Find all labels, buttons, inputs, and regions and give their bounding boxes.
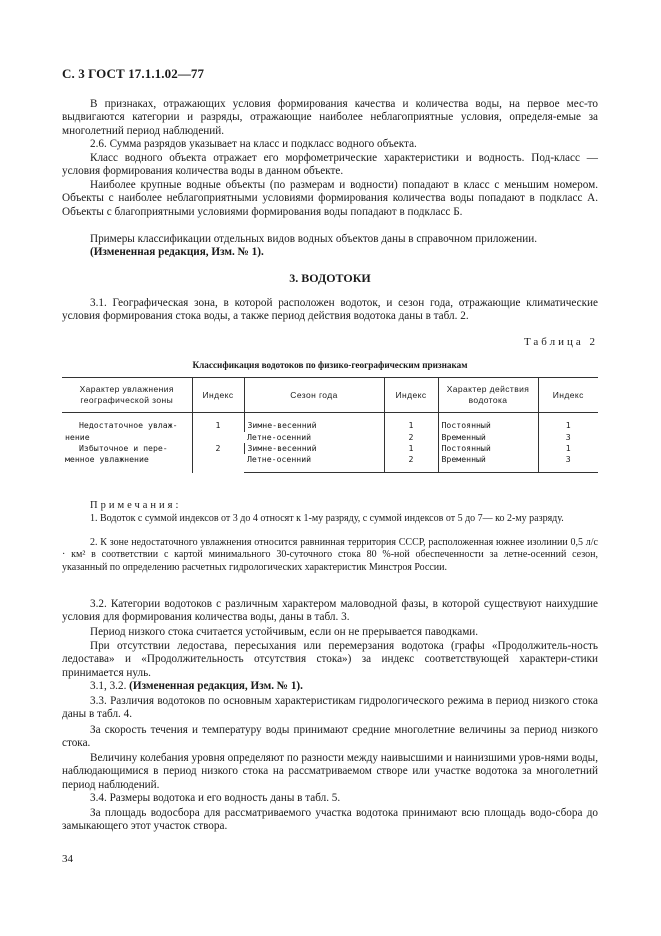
cell-action-index: 1 bbox=[538, 413, 598, 432]
cell-action: Постоянный bbox=[438, 413, 538, 432]
header-zone-index: Индекс bbox=[192, 378, 244, 413]
note-1: 1. Водоток с суммой индексов от 3 до 4 относят к 1-му разряду, с суммой индексов от 5 до 7— ко 2-му разряду. bbox=[90, 513, 564, 524]
cell-action-index: 1 bbox=[538, 443, 598, 454]
paragraph-level-fluctuation: Величину колебания уровня определяют по разности между наивысшими и наинизшими уров-нями воды, наблюдающимися в период низкого стока на рассматриваемом створе или участке водотока за многолетний период наблюдений. bbox=[62, 752, 598, 791]
section-title-watercourses: 3. ВОДОТОКИ bbox=[289, 271, 371, 285]
paragraph-class-definition: Класс водного объекта отражает его морфометрические характеристики и водность. Под-класс — условия формирования количества воды в данном объекте. bbox=[62, 152, 598, 178]
paragraph-3-4: 3.4. Размеры водотока и его водность даны в табл. 5. bbox=[90, 792, 341, 804]
paragraph-3-2: 3.2. Категории водотоков с различным характером маловодной фазы, в которой существуют наихудшие условия для формирования количества воды, даны в табл. 3. bbox=[62, 598, 598, 624]
cell-zone: Избыточное и пере-менное увлажнение bbox=[65, 442, 168, 465]
amendment-note-1: (Измененная редакция, Изм. № 1). bbox=[90, 246, 264, 258]
amendment-ref: 3.1, 3.2. bbox=[90, 680, 127, 692]
cell-season: Летне-осенний bbox=[244, 454, 384, 473]
paragraph-3-3: 3.3. Различия водотоков по основным характеристикам гидрологического режима в период низкого стока даны в табл. 4. bbox=[62, 695, 598, 721]
paragraph-low-flow-period: Период низкого стока считается устойчивым, если он не прерывается паводками. bbox=[90, 626, 479, 638]
paragraph-ice-absence: При отсутствии ледостава, пересыхания или перемерзания водотока (графы «Продолжитель-ность ледостава» и «Продолжительность отсутствия стока») за индекс соответствующей характери-стики принимается нуль. bbox=[62, 640, 598, 679]
paragraph-examples: Примеры классификации отдельных видов водных объектов даны в справочном приложении. bbox=[90, 233, 538, 245]
paragraph-2-6: 2.6. Сумма разрядов указывает на класс и подкласс водного объекта. bbox=[90, 138, 417, 150]
cell-action: Временный bbox=[438, 432, 538, 443]
cell-zone: Недостаточное увлаж-нение bbox=[65, 420, 178, 442]
page-number: 34 bbox=[62, 853, 73, 865]
cell-season: Летне-осенний bbox=[247, 431, 312, 442]
cell-zone-index: 2 bbox=[192, 443, 244, 473]
amendment-text: (Измененная редакция, Изм. № 1). bbox=[129, 680, 303, 692]
paragraph-largest-objects: Наиболее крупные водные объекты (по размерам и водности) попадают в класс с меньшим номером. Объекты с наиболее неблагоприятными условиями формирования количества воды попадают в подкласс А. Объекты с благоприятными условиями формирования воды попадают в подкласс Б. bbox=[62, 179, 598, 218]
cell-season: Зимне-весенний bbox=[244, 443, 384, 454]
cell-season: Зимне-весенний bbox=[244, 413, 384, 432]
cell-season-index: 1 bbox=[384, 443, 438, 454]
notes-heading: Примечания: bbox=[90, 500, 182, 511]
paragraph-flow-speed: За скорость течения и температуру воды принимают средние многолетние величины за период низкого стока. bbox=[62, 724, 598, 750]
table-row bbox=[62, 413, 598, 432]
header-season: Сезон года bbox=[244, 378, 384, 413]
note-2: 2. К зоне недостаточного увлажнения относится равнинная территория СССР, расположенная южнее изолинии 0,5 л/с · км² в соответствии с картой минимального 30-суточного стока 80 %-ной обеспеченности за летне-осенний сезон, указанный по определению расчетных гидрологических характеристик Минстроя России. bbox=[62, 537, 598, 573]
header-action-index: Индекс bbox=[538, 378, 598, 413]
cell-zone-index: 1 bbox=[192, 413, 244, 443]
page-header: С. 3 ГОСТ 17.1.1.02—77 bbox=[62, 66, 205, 81]
amendment-note-2 bbox=[62, 680, 598, 693]
header-zone: Характер увлажнения географической зоны bbox=[62, 378, 192, 413]
cell-action-index: 3 bbox=[538, 454, 598, 473]
header-action: Характер действия водотока bbox=[438, 378, 538, 413]
paragraph-3-1: 3.1. Географическая зона, в которой расположен водоток, и сезон года, отражающие климатические условия формирования стока воды, а также период действия водотока даны в табл. 2. bbox=[62, 297, 598, 323]
header-season-index: Индекс bbox=[384, 378, 438, 413]
paragraph-intro-1: В признаках, отражающих условия формирования качества и количества воды, на первое мес-то выдвигаются категории и разряды, отражающие наиболее неблагоприятные условия, определя-емые за многолетний период наблюдений. bbox=[62, 98, 598, 137]
table-header-row bbox=[62, 378, 598, 413]
classification-table bbox=[62, 377, 598, 473]
cell-season-index: 1 bbox=[384, 413, 438, 432]
cell-season-index: 2 bbox=[384, 432, 438, 443]
paragraph-catchment-area: За площадь водосбора для рассматриваемого участка водотока принимают всю площадь водо-сбора до замыкающего этот участок створа. bbox=[62, 807, 598, 833]
cell-season-index: 2 bbox=[384, 454, 438, 473]
table-2-label: Таблица 2 bbox=[523, 336, 598, 348]
cell-action-index: 3 bbox=[538, 432, 598, 443]
table-2-title: Классификация водотоков по физико-географическим признакам bbox=[192, 360, 468, 370]
cell-action: Временный bbox=[438, 454, 538, 473]
table-row bbox=[62, 443, 598, 454]
cell-action: Постоянный bbox=[438, 443, 538, 454]
